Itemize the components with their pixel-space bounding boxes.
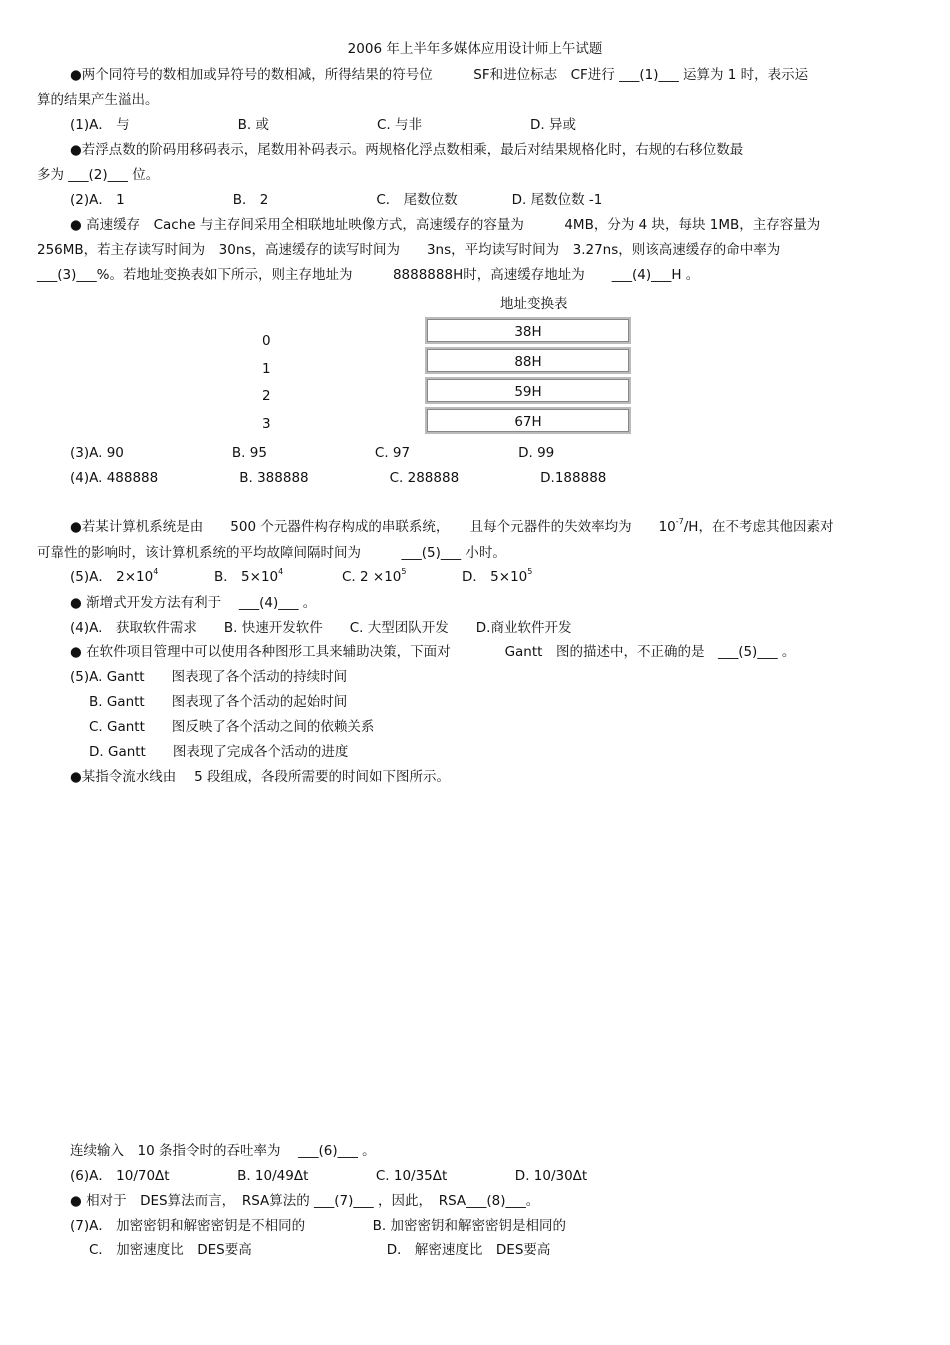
q5-text-b: /H，在不考虑其他因素对 [683,519,834,535]
q5-option-d: D． $5\times 10^5$ [462,567,533,585]
page-title: 2006 年上半年多媒体应用设计师上午试题 [347,41,603,57]
q7-options-cd: C． 加密速度比 DES要高 D． 解密速度比 DES要高 [89,1242,551,1258]
q7-options-ab: (7)A． 加密密钥和解密密钥是不相同的 B. 加密密钥和解密密钥是相同的 [70,1218,566,1234]
q4-options: (4)A. 488888 B. 388888 C. 288888 D.188888 [70,470,607,486]
q2-text-cont: 多为 ___(2)___ 位。 [37,167,160,183]
q5-text-cont: 可靠性的影响时，该计算机系统的平均故障间隔时间为 ___(5)___ 小时。 [37,545,506,561]
q5-option-c: C. $2 \times 10^5$ [342,567,407,585]
q6-options: (6)A． 10/70Δt B. 10/49Δt C. 10/35Δt D. 10/30Δt [70,1168,588,1184]
table-title: 地址变换表 [500,296,568,312]
q5-option-b: B． $5\times 10^4$ [214,567,284,585]
q1-options: (1)A． 与 B. 或 C. 与非 D. 异或 [70,117,576,133]
q-gantt: ● 在软件项目管理中可以使用各种图形工具来辅助决策，下面对 Gantt 图的描述中，不正确的是 ___(5)___ 。 [70,644,796,660]
q-incremental: ● 渐增式开发方法有利于 ___(4)___ 。 [70,595,317,611]
table-index: 2 [262,388,271,404]
q5-text-a: ●若某计算机系统是由 500 个元器件构存构成的串联系统， 且每个元器件的失效率均为 10 [70,519,676,535]
q3-text: ● 高速缓存 Cache 与主存间采用全相联地址映像方式，高速缓存的容量为 4MB，分为 4 块，每块 1MB，主存容量为 [70,217,821,233]
table-cell: 88H [425,347,631,374]
q2-text: ●若浮点数的阶码用移码表示，尾数用补码表示。两规格化浮点数相乘，最后对结果规格化时，右规的右移位数最 [70,142,744,158]
table-index: 1 [262,361,271,377]
q-pipeline: ●某指令流水线由 5 段组成，各段所需要的时间如下图所示。 [70,769,450,785]
q6-text: 连续输入 10 条指令时的吞吐率为 ___(6)___ 。 [70,1143,376,1159]
q2-options: (2)A． 1 B． 2 C． 尾数位数 D. 尾数位数 -1 [70,192,603,208]
table-cell: 59H [425,377,631,404]
q5-exponent: -7 [675,517,684,526]
table-cell: 67H [425,407,631,434]
q-gantt-option-a: (5)A. Gantt 图表现了各个活动的持续时间 [70,669,348,685]
q7-text: ● 相对于 DES算法而言， RSA算法的 ___(7)___ ，因此， RSA___(8)___。 [70,1193,540,1209]
q3-text-cont: 256MB，若主存读写时间为 30ns，高速缓存的读写时间为 3ns，平均读写时间为 3.27ns，则该高速缓存的命中率为 [37,242,781,258]
q5-option-a: (5)A． $2\times 10^4$ [70,567,159,585]
table-cell: 38H [425,317,631,344]
q-gantt-option-b: B. Gantt 图表现了各个活动的起始时间 [89,694,348,710]
q1-text: ●两个同符号的数相加或异符号的数相减，所得结果的符号位 SF和进位标志 CF进行 ___(1)___ 运算为 1 时，表示运 [70,67,809,83]
q-gantt-option-d: D. Gantt 图表现了完成各个活动的进度 [89,744,349,760]
q-gantt-option-c: C. Gantt 图反映了各个活动之间的依赖关系 [89,719,375,735]
q-incremental-options: (4)A. 获取软件需求 B. 快速开发软件 C. 大型团队开发 D.商业软件开发 [70,620,572,636]
q3-options: (3)A. 90 B. 95 C. 97 D. 99 [70,445,555,461]
table-index: 0 [262,333,271,349]
q3-text-cont2: ___(3)___%。若地址变换表如下所示，则主存地址为 8888888H时，高速缓存地址为 ___(4)___H 。 [37,267,700,283]
q5-text [70,517,833,537]
q1-text-cont: 算的结果产生溢出。 [37,92,159,108]
table-index: 3 [262,416,271,432]
